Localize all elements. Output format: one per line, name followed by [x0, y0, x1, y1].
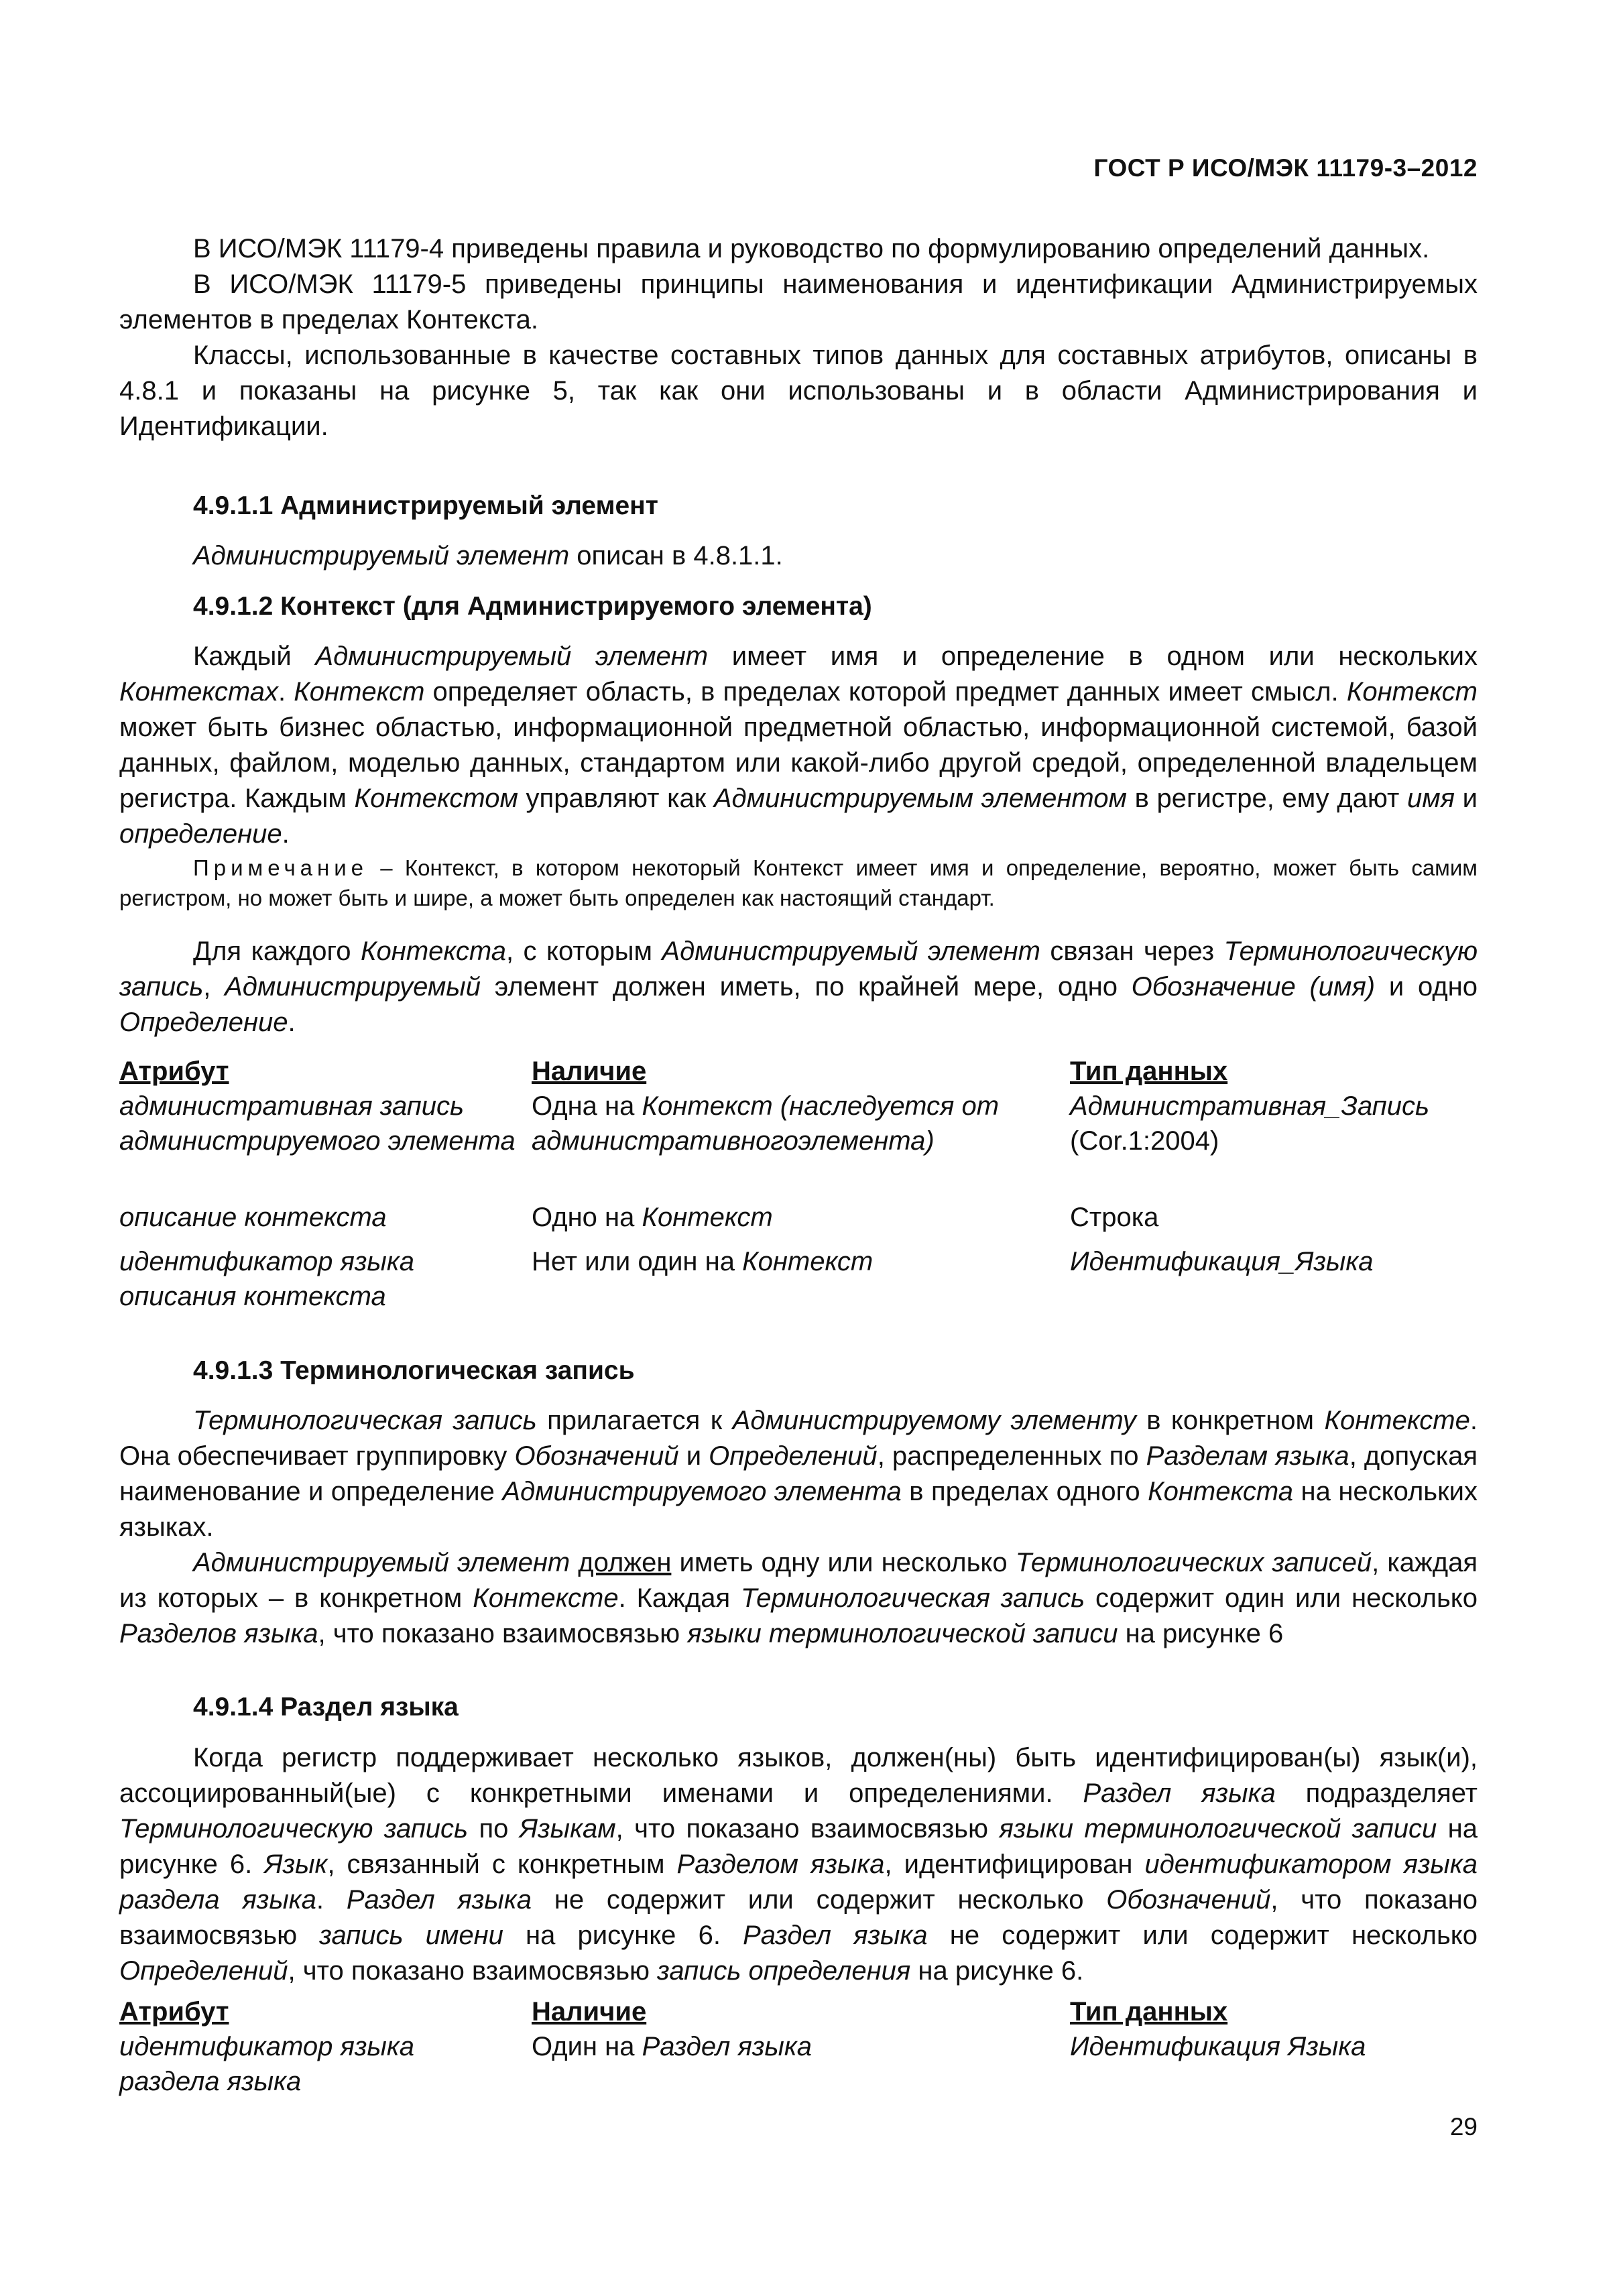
paragraph-4912-2: [119, 934, 1478, 1040]
intro-block: [119, 231, 1478, 444]
cell-attribute: [119, 2029, 522, 2099]
text: Нет или один на: [532, 1247, 743, 1276]
cell-presence: [532, 1244, 1055, 1279]
text: , что показано взаимосвязью: [119, 1885, 1478, 1950]
text: описан в 4.8.1.1.: [569, 541, 783, 570]
paragraph-4913-1: [119, 1403, 1478, 1545]
text: не содержит или содержит несколько: [531, 1885, 1107, 1915]
section-4913-body: [119, 1403, 1478, 1652]
text: , что показано взаимосвязью: [288, 1956, 658, 1986]
datatype: Идентификация_Языка: [1070, 1247, 1374, 1276]
col-header-attribute: Атрибут: [119, 1997, 229, 2027]
term: Администрируемого элемента: [502, 1477, 902, 1506]
section-4912-body-2: [119, 934, 1478, 1040]
paragraph-4911: [119, 538, 1478, 574]
text: , допуская наименование и определение: [119, 1441, 1478, 1506]
text: и: [1455, 784, 1478, 813]
term: Контекстом: [354, 784, 518, 813]
text: прилагается к: [536, 1406, 733, 1435]
intro-paragraph-1: В ИСО/МЭК 11179-4 приведены правила и руководство по формулированию определений данных.: [193, 234, 1430, 263]
term: Раздел языка: [1083, 1778, 1276, 1808]
note: [119, 853, 1478, 913]
section-heading-4912: 4.9.1.2 Контекст (для Администрируемого элемента): [193, 592, 872, 621]
text: Одна на: [532, 1091, 642, 1121]
cell-presence: [532, 1200, 1055, 1235]
term: Определение: [119, 1008, 288, 1037]
text: , каждая из которых – в конкретном: [119, 1548, 1478, 1613]
cell-datatype: [1070, 1244, 1479, 1279]
term: Разделом языка: [676, 1850, 885, 1879]
text: и: [678, 1441, 709, 1471]
datatype-note: (Cor.1:2004): [1070, 1126, 1219, 1156]
text: , связанный с конкретным: [327, 1850, 677, 1879]
paragraph-4912-1: [119, 639, 1478, 852]
term: Обозначение (имя): [1131, 972, 1376, 1002]
section-heading-4913: 4.9.1.3 Терминологическая запись: [193, 1356, 635, 1385]
term: Терминологическая запись: [741, 1583, 1085, 1613]
term: Контекстах: [119, 677, 278, 707]
text: элемент должен иметь, по крайней мере, одно: [481, 972, 1132, 1002]
text: на рисунке 6.: [119, 1814, 1478, 1879]
term: Разделов языка: [119, 1619, 318, 1648]
term: Контекст: [294, 677, 425, 707]
section-heading-4914: 4.9.1.4 Раздел языка: [193, 1693, 459, 1721]
term: Терминологическую запись: [119, 1814, 469, 1844]
text: Одно на: [532, 1203, 642, 1232]
underlined-word: должен: [578, 1548, 672, 1577]
term: Контекст: [1346, 677, 1478, 707]
col-header-presence: Наличие: [532, 1997, 647, 2027]
term: Обозначений: [1106, 1885, 1271, 1915]
text: .: [316, 1885, 347, 1915]
text: .: [288, 1008, 296, 1037]
text: имеет имя и определение в одном или нескольких: [708, 642, 1478, 671]
term: Администрируемому элементу: [732, 1406, 1136, 1435]
text: .: [282, 819, 290, 849]
text: , распределенных по: [877, 1441, 1146, 1471]
term: имя: [1406, 784, 1455, 813]
text: может быть бизнес областью, информационной предметной областью, информационной системой, базой данных, файлом, моделью данных, стандартом или какой-либо другой средой, определенной владельцем регистра. Каждым: [119, 713, 1478, 813]
datatype: Идентификация Языка: [1070, 2032, 1366, 2061]
term: Языкам: [519, 1814, 616, 1844]
term: Администрируемый элемент: [315, 642, 709, 671]
cell-datatype: [1070, 2029, 1479, 2064]
text: иметь одну или несколько: [671, 1548, 1016, 1577]
section-heading-4911: 4.9.1.1 Администрируемый элемент: [193, 491, 658, 520]
term: Администрируемым элементом: [713, 784, 1127, 813]
text: подразделяет: [1275, 1778, 1478, 1808]
text: ,: [203, 972, 225, 1002]
term: Контекста: [1148, 1477, 1294, 1506]
term: Контексте: [1324, 1406, 1470, 1435]
attribute-name: идентификатор языка описания контекста: [119, 1247, 414, 1311]
text: определяет область, в пределах которой предмет данных имеет смысл.: [424, 677, 1347, 707]
text: .: [278, 677, 294, 707]
term: Администрируемый элемент: [193, 541, 570, 570]
term: Язык: [264, 1850, 328, 1879]
text: Каждый: [193, 642, 316, 671]
page-number: 29: [1449, 2113, 1478, 2140]
text: управляют как: [518, 784, 714, 813]
col-header-presence: Наличие: [532, 1056, 647, 1086]
text: и одно: [1375, 972, 1478, 1002]
term: Раздел языка: [642, 2032, 812, 2061]
term: Контекст: [642, 1203, 773, 1232]
term: Обозначений: [514, 1441, 679, 1471]
text: на нескольких языках.: [119, 1477, 1478, 1542]
text: в пределах одного: [901, 1477, 1148, 1506]
note-text: – Контекст, в котором некоторый Контекст имеет имя и определение, вероятно, может быть самим регистром, но может быть и шире, а может быть определен как настоящий стандарт.: [119, 855, 1478, 910]
col-header-datatype: Тип данных: [1070, 1056, 1228, 1086]
cell-attribute: [119, 1244, 522, 1314]
text: Для каждого: [193, 936, 361, 966]
text: [570, 1548, 578, 1577]
term: Контексте: [473, 1583, 619, 1613]
attribute-table-2: [119, 1994, 1478, 2096]
term: Раздел языка: [743, 1921, 928, 1950]
cell-presence: [532, 2029, 1055, 2064]
term: языки терминологической записи: [999, 1814, 1437, 1844]
text: , что показано взаимосвязью: [615, 1814, 1000, 1844]
term: Терминологических записей: [1015, 1548, 1372, 1577]
cell-attribute: [119, 1200, 522, 1235]
term: Контекста: [360, 936, 506, 966]
paragraph-4913-2: [119, 1545, 1478, 1652]
text: , что показано взаимосвязью: [318, 1619, 688, 1648]
text: на рисунке 6.: [910, 1956, 1084, 1986]
term: Раздел языка: [346, 1885, 532, 1915]
text: Один на: [532, 2032, 642, 2061]
datatype: Административная_Запись: [1070, 1091, 1430, 1121]
text: связан через: [1040, 936, 1224, 966]
term: определение: [119, 819, 282, 849]
cell-datatype: Строка: [1070, 1203, 1159, 1232]
note-block: [119, 853, 1478, 913]
col-header-attribute: Атрибут: [119, 1056, 229, 1086]
section-4914-body: [119, 1740, 1478, 1989]
cell-datatype: [1070, 1089, 1479, 1158]
term: Администрируемый элемент: [662, 936, 1040, 966]
standard-header: ГОСТ Р ИСО/МЭК 11179-3–2012: [1093, 154, 1478, 182]
term: Определений: [119, 1956, 288, 1986]
intro-paragraph-2: В ИСО/МЭК 11179-5 приведены принципы наименования и идентификации Администрируемых элементов в пределах Контекста.: [119, 269, 1478, 335]
text: Когда регистр поддерживает несколько языков, должен(ны) быть идентифицирован(ы) язык(и), ассоциированный(ые) с конкретными именами и определениями.: [119, 1743, 1478, 1808]
term: Администрируемый: [225, 972, 481, 1002]
paragraph-4914-1: [119, 1740, 1478, 1989]
term: запись имени: [319, 1921, 503, 1950]
term: Терминологическую запись: [119, 936, 1478, 1002]
text: . Она обеспечивает группировку: [119, 1406, 1478, 1471]
term: языки терминологической записи: [687, 1619, 1118, 1648]
text: на рисунке 6.: [503, 1921, 743, 1950]
text: по: [468, 1814, 520, 1844]
term: Администрируемый элемент: [193, 1548, 570, 1577]
text: не содержит или содержит несколько: [927, 1921, 1478, 1950]
text: в регистре, ему дают: [1126, 784, 1407, 813]
text: , с которым: [505, 936, 662, 966]
cell-presence: [532, 1089, 1055, 1158]
text: , идентифицирован: [884, 1850, 1145, 1879]
term: Контекст: [742, 1247, 874, 1276]
term: Контекст (наследуется от административногоэлемента): [532, 1091, 1000, 1156]
col-header-datatype: Тип данных: [1070, 1997, 1228, 2027]
term: Терминологическая запись: [193, 1406, 537, 1435]
term: идентификатором языка раздела языка: [119, 1850, 1478, 1915]
attribute-name: описание контекста: [119, 1203, 387, 1232]
section-4912-body: [119, 639, 1478, 852]
attribute-name: административная запись администрируемого элемента: [119, 1091, 516, 1156]
text: в конкретном: [1136, 1406, 1325, 1435]
cell-attribute: [119, 1089, 522, 1158]
text: на рисунке 6: [1118, 1619, 1284, 1648]
term: Разделам языка: [1146, 1441, 1349, 1471]
intro-paragraph-3: Классы, использованные в качестве составных типов данных для составных атрибутов, описаны в 4.8.1 и показаны на рисунке 5, так как они использованы и в области Администрирования и Идентификации.: [119, 341, 1478, 441]
attribute-table-1: [119, 1054, 1478, 1329]
term: Определений: [709, 1441, 878, 1471]
attribute-name: идентификатор языка раздела языка: [119, 2032, 414, 2096]
term: запись определения: [657, 1956, 911, 1986]
note-label: Примечание: [193, 855, 369, 880]
text: содержит один или несколько: [1085, 1583, 1478, 1613]
section-4911-body: [119, 538, 1478, 574]
text: . Каждая: [618, 1583, 741, 1613]
